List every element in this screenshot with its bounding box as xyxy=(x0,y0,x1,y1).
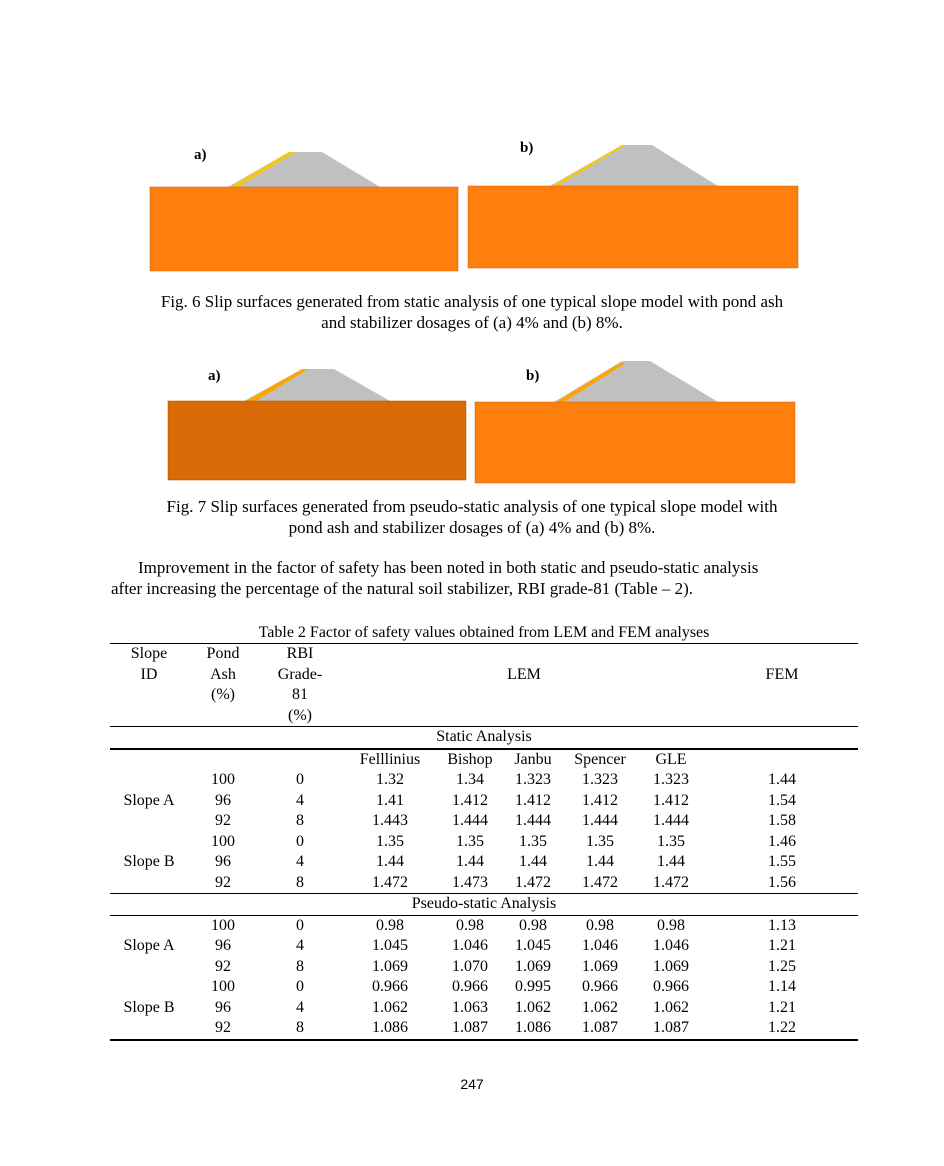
lem-value-cell: 1.063 xyxy=(452,998,488,1016)
lem-value-cell: 0.966 xyxy=(653,978,689,995)
fem-value-cell: 1.44 xyxy=(768,771,796,788)
table-row xyxy=(110,873,858,894)
rbi-cell: 8 xyxy=(296,957,304,975)
rbi-cell: 8 xyxy=(296,812,304,829)
table-row xyxy=(110,957,858,978)
lem-value-cell: 1.046 xyxy=(653,937,689,954)
table-header-row xyxy=(110,644,858,727)
method-header: Bishop xyxy=(447,750,493,768)
lem-value-cell: 1.41 xyxy=(376,791,404,809)
header-slope-id-line1: Slope xyxy=(130,645,168,662)
lem-value-cell: 1.472 xyxy=(582,873,618,891)
table-row xyxy=(110,936,858,957)
pond-ash-cell: 92 xyxy=(215,957,231,975)
rbi-cell: 0 xyxy=(296,832,304,850)
lem-value-cell: 1.32 xyxy=(376,771,404,788)
fig6b-embankment xyxy=(550,145,718,186)
pond-ash-cell: 96 xyxy=(215,937,231,954)
lem-value-cell: 1.472 xyxy=(515,873,551,891)
empty-cell xyxy=(188,749,258,771)
section-title: Static Analysis xyxy=(436,728,532,745)
lem-value-cell: 1.323 xyxy=(653,771,689,788)
lem-value-cell: 1.412 xyxy=(653,791,689,809)
method-header: Janbu xyxy=(514,750,552,768)
lem-value-cell: 1.44 xyxy=(586,853,614,870)
rbi-cell: 4 xyxy=(296,791,304,809)
pond-ash-cell: 92 xyxy=(215,812,231,829)
pond-ash-cell: 100 xyxy=(211,978,235,995)
figure-7 xyxy=(166,360,470,484)
slope-id-cell xyxy=(110,873,188,894)
figure-7b xyxy=(472,360,800,486)
fig6a-foundation xyxy=(150,187,458,271)
lem-value-cell: 1.046 xyxy=(452,937,488,954)
table-row xyxy=(110,811,858,832)
lem-value-cell: 1.35 xyxy=(376,832,404,850)
rbi-cell: 4 xyxy=(296,937,304,954)
method-header-row xyxy=(110,749,858,771)
fig6-label-a: a) xyxy=(194,147,207,163)
lem-value-cell: 1.087 xyxy=(452,1019,488,1036)
lem-value-cell: 0.966 xyxy=(372,978,408,995)
fem-value-cell: 1.13 xyxy=(768,916,796,934)
section-title-row xyxy=(110,894,858,916)
header-slope-id-line2: ID xyxy=(140,665,158,683)
method-header: GLE xyxy=(655,750,687,768)
fig7b-slope-model xyxy=(472,360,800,486)
header-pond-ash xyxy=(188,644,258,727)
lem-value-cell: 1.062 xyxy=(515,998,551,1016)
header-pond-ash-line1: Pond xyxy=(206,645,240,662)
lem-value-cell: 1.35 xyxy=(456,832,484,850)
lem-value-cell: 1.069 xyxy=(515,957,551,975)
fig7-caption-line1: Fig. 7 Slip surfaces generated from pseudo-static analysis of one typical slope model with xyxy=(166,497,778,516)
fem-value-cell: 1.55 xyxy=(768,853,796,870)
rbi-cell: 0 xyxy=(296,771,304,788)
pond-ash-cell: 96 xyxy=(215,853,231,870)
fig6-caption xyxy=(0,291,944,333)
lem-value-cell: 1.069 xyxy=(653,957,689,975)
lem-value-cell: 1.086 xyxy=(515,1019,551,1036)
paragraph-line1: Improvement in the factor of safety has been noted in both static and pseudo-static analysis xyxy=(138,558,759,577)
lem-value-cell: 1.323 xyxy=(582,771,618,788)
lem-value-cell: 0.98 xyxy=(586,916,614,934)
header-rbi xyxy=(258,644,342,727)
header-fem: FEM xyxy=(765,666,799,683)
header-rbi-line4: (%) xyxy=(288,706,312,724)
fem-value-cell: 1.21 xyxy=(768,998,796,1016)
lem-value-cell: 1.444 xyxy=(452,812,488,829)
fig6b-foundation xyxy=(468,186,798,268)
fig7b-embankment xyxy=(554,361,718,402)
fem-value-cell: 1.56 xyxy=(768,873,796,891)
slope-id-cell: Slope A xyxy=(123,937,175,954)
header-lem: LEM xyxy=(507,666,541,683)
lem-value-cell: 1.087 xyxy=(582,1019,618,1036)
lem-value-cell: 0.98 xyxy=(519,916,547,934)
rbi-cell: 0 xyxy=(296,978,304,995)
slope-id-cell: Slope A xyxy=(123,791,175,809)
lem-value-cell: 0.966 xyxy=(582,978,618,995)
lem-value-cell: 1.44 xyxy=(376,853,404,870)
header-rbi-line2: Grade- xyxy=(277,665,323,683)
fem-value-cell: 1.22 xyxy=(768,1019,796,1036)
fig7-caption xyxy=(0,496,944,538)
factor-of-safety-table xyxy=(110,643,858,1041)
lem-value-cell: 1.046 xyxy=(582,937,618,954)
lem-value-cell: 1.412 xyxy=(582,791,618,809)
slope-id-cell xyxy=(110,770,188,791)
table-row xyxy=(110,915,858,936)
fem-value-cell: 1.14 xyxy=(768,978,796,995)
rbi-cell: 4 xyxy=(296,998,304,1016)
pond-ash-cell: 100 xyxy=(211,771,235,788)
lem-value-cell: 1.062 xyxy=(582,998,618,1016)
lem-value-cell: 1.412 xyxy=(515,791,551,809)
slope-id-cell xyxy=(110,832,188,853)
rbi-cell: 8 xyxy=(296,873,304,891)
lem-value-cell: 0.966 xyxy=(452,978,488,995)
slope-id-cell xyxy=(110,811,188,832)
table-row xyxy=(110,832,858,853)
table-row xyxy=(110,770,858,791)
lem-value-cell: 1.062 xyxy=(372,998,408,1016)
fem-value-cell: 1.46 xyxy=(768,832,796,850)
lem-value-cell: 1.045 xyxy=(372,937,408,954)
lem-value-cell: 1.473 xyxy=(452,873,488,891)
table-row xyxy=(110,852,858,873)
table-row xyxy=(110,977,858,998)
lem-value-cell: 1.444 xyxy=(515,812,551,829)
lem-value-cell: 1.086 xyxy=(372,1019,408,1036)
section-title-row xyxy=(110,727,858,749)
section-title: Pseudo-static Analysis xyxy=(411,895,557,912)
fem-value-cell: 1.58 xyxy=(768,812,796,829)
fig7b-foundation xyxy=(475,402,795,483)
empty-cell xyxy=(110,749,188,771)
lem-value-cell: 1.062 xyxy=(653,998,689,1016)
paragraph-line2: after increasing the percentage of the natural soil stabilizer, RBI grade-81 (Table – 2). xyxy=(111,579,694,598)
fig7-caption-line2: pond ash and stabilizer dosages of (a) 4% and (b) 8%. xyxy=(288,518,656,537)
fig7a-foundation xyxy=(168,401,466,480)
fem-value-cell: 1.21 xyxy=(768,937,796,954)
header-rbi-line3: 81 xyxy=(292,686,308,703)
slope-id-cell xyxy=(110,977,188,998)
empty-cell xyxy=(706,749,858,771)
lem-value-cell: 1.472 xyxy=(372,873,408,891)
lem-value-cell: 1.323 xyxy=(515,771,551,788)
lem-value-cell: 1.34 xyxy=(456,771,484,788)
figure-6 xyxy=(148,140,468,275)
fig6-caption-line1: Fig. 6 Slip surfaces generated from static analysis of one typical slope model with pond ash xyxy=(160,292,784,311)
lem-value-cell: 1.472 xyxy=(653,873,689,891)
lem-value-cell: 1.44 xyxy=(519,853,547,870)
lem-value-cell: 0.98 xyxy=(657,916,685,934)
pond-ash-cell: 100 xyxy=(211,832,235,850)
pond-ash-cell: 100 xyxy=(211,916,235,934)
table-row xyxy=(110,998,858,1019)
header-pond-ash-line3: (%) xyxy=(211,686,235,703)
method-header: Spencer xyxy=(574,750,626,768)
fig7-label-a: a) xyxy=(208,368,221,384)
rbi-cell: 0 xyxy=(296,916,304,934)
pond-ash-cell: 96 xyxy=(215,998,231,1016)
header-rbi-line1: RBI xyxy=(286,645,314,662)
lem-value-cell: 0.995 xyxy=(515,978,551,995)
fem-value-cell: 1.54 xyxy=(768,791,796,809)
fig6-caption-line2: and stabilizer dosages of (a) 4% and (b) 8%. xyxy=(321,313,623,332)
table-row xyxy=(110,791,858,812)
table-title: Table 2 Factor of safety values obtained from LEM and FEM analyses xyxy=(258,624,710,641)
empty-cell xyxy=(258,749,342,771)
lem-value-cell: 1.069 xyxy=(372,957,408,975)
lem-value-cell: 1.35 xyxy=(586,832,614,850)
lem-value-cell: 1.444 xyxy=(582,812,618,829)
fig7-label-b: b) xyxy=(526,368,540,384)
lem-value-cell: 0.98 xyxy=(456,916,484,934)
header-pond-ash-line2: Ash xyxy=(210,665,236,683)
slope-id-cell: Slope B xyxy=(123,998,175,1016)
pond-ash-cell: 96 xyxy=(215,791,231,809)
page-number: 247 xyxy=(460,1076,484,1092)
slope-id-cell xyxy=(110,957,188,978)
lem-value-cell: 1.443 xyxy=(372,812,408,829)
fig6a-embankment xyxy=(228,152,380,187)
lem-value-cell: 1.045 xyxy=(515,937,551,954)
rbi-cell: 8 xyxy=(296,1019,304,1036)
rbi-cell: 4 xyxy=(296,853,304,870)
lem-value-cell: 1.412 xyxy=(452,791,488,809)
slope-id-cell xyxy=(110,1018,188,1040)
fig6b-slope-model xyxy=(466,140,802,275)
lem-value-cell: 1.087 xyxy=(653,1019,689,1036)
lem-value-cell: 0.98 xyxy=(376,916,404,934)
fig7a-embankment xyxy=(244,369,390,401)
fem-value-cell: 1.25 xyxy=(768,957,796,975)
lem-value-cell: 1.35 xyxy=(519,832,547,850)
lem-value-cell: 1.444 xyxy=(653,812,689,829)
figure-6b xyxy=(466,140,802,275)
header-slope-id xyxy=(110,644,188,727)
pond-ash-cell: 92 xyxy=(215,873,231,891)
lem-value-cell: 1.44 xyxy=(657,853,685,870)
lem-value-cell: 1.070 xyxy=(452,957,488,975)
lem-value-cell: 1.44 xyxy=(456,853,484,870)
fig6-label-b: b) xyxy=(520,140,534,156)
lem-value-cell: 1.069 xyxy=(582,957,618,975)
table-row xyxy=(110,1018,858,1040)
lem-value-cell: 1.35 xyxy=(657,832,685,850)
slope-id-cell xyxy=(110,915,188,936)
pond-ash-cell: 92 xyxy=(215,1019,231,1036)
slope-id-cell: Slope B xyxy=(123,853,175,870)
method-header: Felllinius xyxy=(359,750,421,768)
